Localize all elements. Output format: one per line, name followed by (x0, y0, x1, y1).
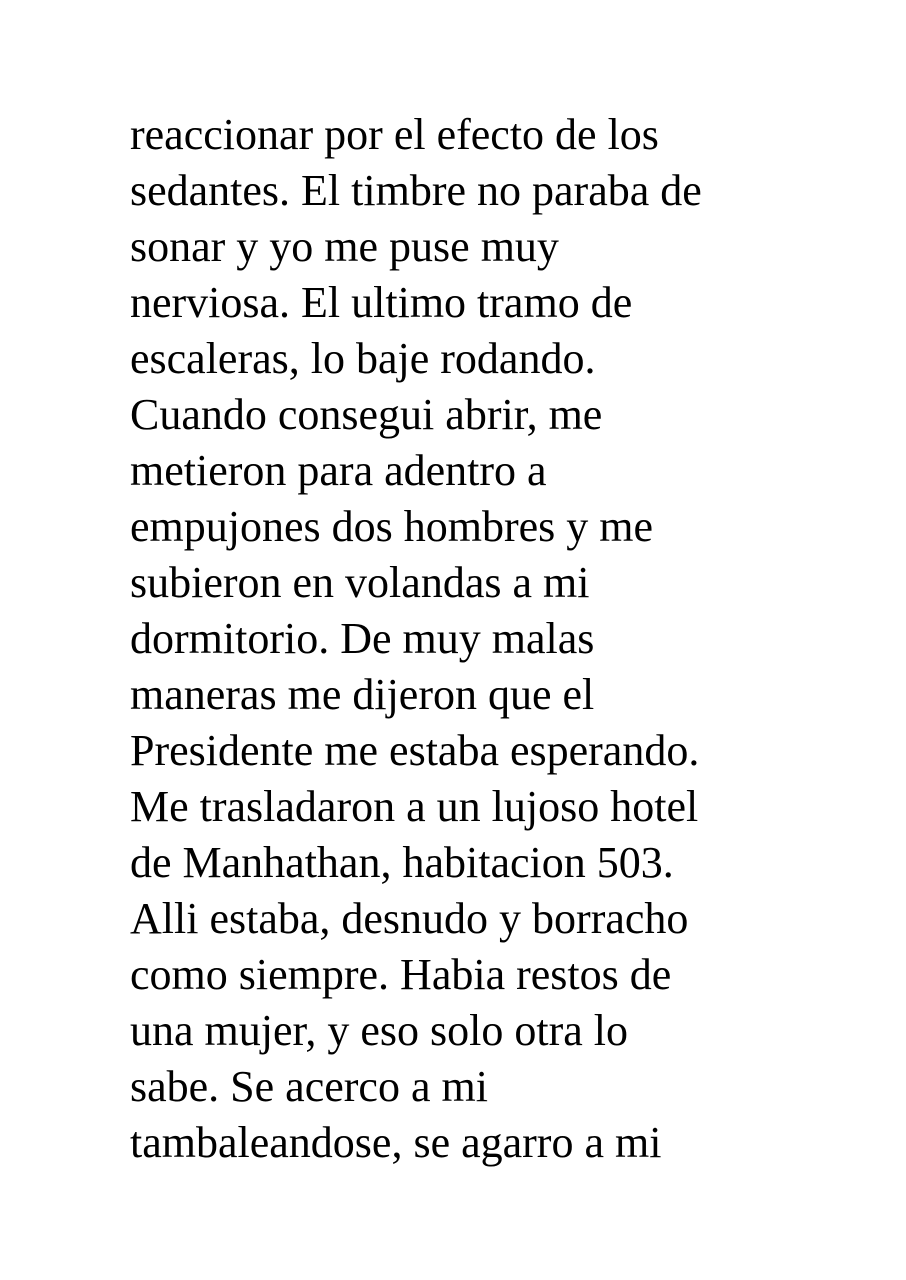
text-line: como siempre. Habia restos de (130, 950, 672, 999)
text-line: nerviosa. El ultimo tramo de (130, 278, 633, 327)
text-line: sonar y yo me puse muy (130, 222, 559, 271)
document-page (130, 107, 870, 1171)
text-line: escaleras, lo baje rodando. (130, 334, 596, 383)
text-line: subieron en volandas a mi (130, 558, 590, 607)
text-line: dormitorio. De muy malas (130, 614, 595, 663)
text-line: sabe. Se acerco a mi (130, 1062, 488, 1111)
text-line: tambaleandose, se agarro a mi (130, 1118, 662, 1167)
text-line: Presidente me estaba esperando. (130, 726, 700, 775)
text-line: maneras me dijeron que el (130, 670, 595, 719)
text-line: de Manhathan, habitacion 503. (130, 838, 674, 887)
text-line: Cuando consegui abrir, me (130, 390, 603, 439)
text-line: una mujer, y eso solo otra lo (130, 1006, 629, 1055)
text-line: metieron para adentro a (130, 446, 547, 495)
text-line: empujones dos hombres y me (130, 502, 654, 551)
text-line: Alli estaba, desnudo y borracho (130, 894, 689, 943)
text-line: Me trasladaron a un lujoso hotel (130, 782, 699, 831)
text-line: reaccionar por el efecto de los (130, 110, 659, 159)
text-line: sedantes. El timbre no paraba de (130, 166, 702, 215)
